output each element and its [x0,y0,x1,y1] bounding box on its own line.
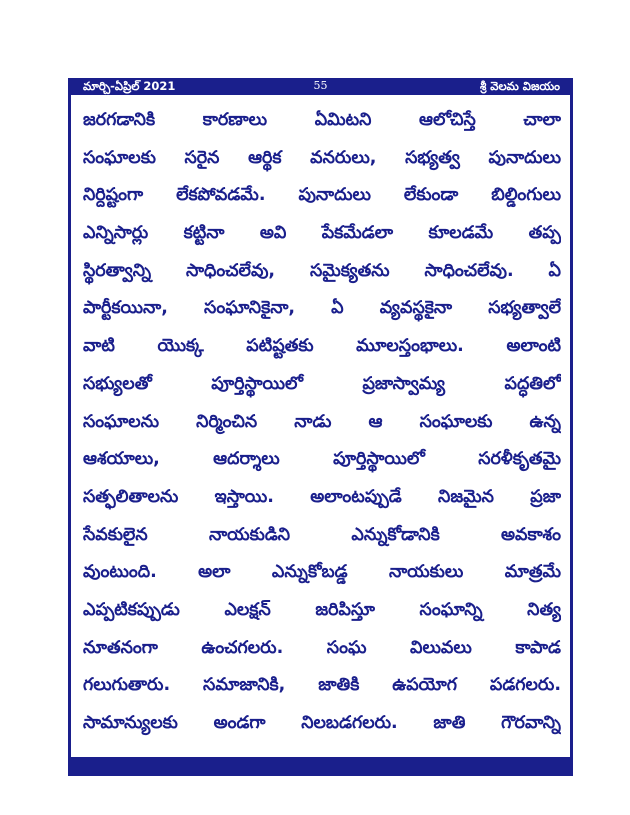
text-line: సంఘాలను నిర్మించిన నాడు ఆ సంఘాలకు ఉన్న [83,411,561,432]
text-line: వాటి యొక్క పటిష్టతకు మూలస్తంభాలు. అలాంటి [83,336,561,357]
article-body [83,102,561,743]
page-frame [68,78,573,776]
text-line: పార్టీకయినా, సంఘానికైనా, ఏ వ్యవస్థకైనా సభ్యత్వాలే [83,298,561,319]
header-bar [71,78,570,95]
text-line: జరగడానికి కారణాలు ఏమిటని ఆలోచిస్తే చాలా [83,110,561,130]
text-line: సత్ఫలితాలను ఇస్తాయి. అలాంటప్పుడే నిజమైన ప్రజా [83,486,561,507]
text-line: ఆశయాలు, ఆదర్శాలు పూర్తిస్థాయిలో సరళీకృతమై [83,449,561,470]
magazine-title: శ్రీ వెలమ విజయం [479,79,560,93]
text-line: సంఘాలకు సరైన ఆర్థిక వనరులు, సభ్యత్వ పునాదులు [83,147,561,168]
text-line: నిర్దిష్టంగా లేకపోవడమే. పునాదులు లేకుండా బిల్డింగులు [83,185,561,206]
text-line: సేవకులైన నాయకుడిని ఎన్నుకోడానికి అవకాశం [83,524,561,545]
text-line: గలుగుతారు. సమాజానికి, జాతికి ఉపయోగ పడగలరు. [83,675,561,696]
text-line: వుంటుంది. అలా ఎన్నుకోబడ్డ నాయకులు మాత్రమే [83,562,561,583]
footer-bar [71,757,570,776]
text-line: సామాన్యులకు అండగా నిలబడగలరు. జాతి గౌరవాన్ని [83,713,561,733]
text-line: ఎన్నిసార్లు కట్టినా అవి పేకమేడలా కూలడమే తప్ప [83,223,561,244]
text-line: ఎప్పటికప్పుడు ఎలక్షన్ జరిపిస్తూ సంఘాన్ని నిత్య [83,599,561,620]
text-line: నూతనంగా ఉంచగలరు. సంఘ విలువలు కాపాడ [83,637,561,658]
page-number: 55 [313,79,328,92]
text-line: స్థిరత్వాన్ని సాధించలేవు, సమైక్యతను సాధించలేవు. ఏ [83,260,561,281]
text-line: సభ్యులతో పూర్తిస్థాయిలో ప్రజాస్వామ్య పద్ధతిలో [83,373,561,394]
issue-date: మార్చి-ఏప్రిల్ 2021 [83,79,176,93]
